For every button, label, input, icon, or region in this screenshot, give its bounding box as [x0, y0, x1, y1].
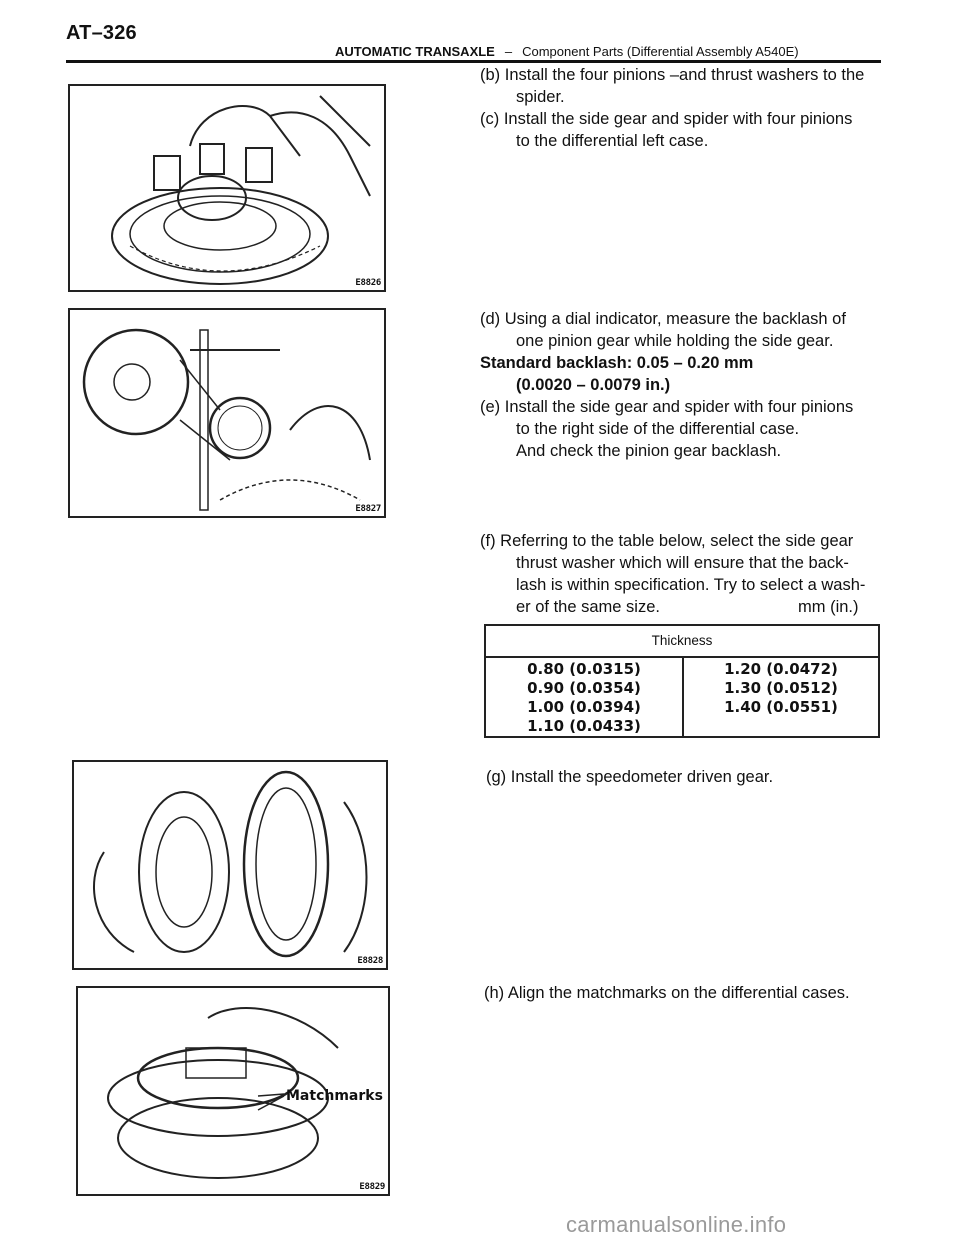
- header-separator: –: [504, 44, 513, 59]
- section-title: AUTOMATIC TRANSAXLE: [335, 44, 495, 59]
- step-f-text-cont: thrust washer which will ensure that the back-: [516, 554, 849, 572]
- standard-backlash-spec: [480, 352, 900, 396]
- table-cell: 1.20 (0.0472): [724, 660, 838, 678]
- step-d: [480, 308, 900, 352]
- step-d-text: (d) Using a dial indicator, measure the backlash of: [480, 310, 846, 328]
- watermark: carmanualsonline.info: [566, 1212, 787, 1237]
- thickness-table: [484, 624, 880, 738]
- table-cell: 1.30 (0.0512): [724, 679, 838, 697]
- step-b-text-cont: spider.: [516, 88, 565, 106]
- subsection-title: Component Parts (Differential Assembly A540E): [522, 44, 799, 59]
- running-header: [335, 44, 799, 59]
- table-unit: mm (in.): [798, 598, 859, 616]
- step-g: [486, 766, 906, 788]
- figure-code: E8828: [357, 956, 383, 966]
- spec-value-inch: (0.0020 – 0.0079 in.): [516, 376, 671, 394]
- step-f-text-cont3: er of the same size.: [516, 598, 660, 616]
- header-rule: [66, 60, 881, 63]
- table-header: Thickness: [486, 626, 878, 658]
- figure-code: E8826: [355, 278, 381, 288]
- figure-code: E8827: [355, 504, 381, 514]
- step-e-text-cont2: And check the pinion gear backlash.: [516, 442, 782, 460]
- pinion-spider-illustration: [70, 86, 384, 290]
- figure-code: E8829: [359, 1182, 385, 1192]
- dial-indicator-illustration: [70, 310, 384, 516]
- table-col-left: [486, 658, 684, 736]
- step-c: [480, 108, 900, 152]
- spec-value: Standard backlash: 0.05 – 0.20 mm: [480, 354, 754, 372]
- table-cell: 1.40 (0.0551): [724, 698, 838, 716]
- step-c-text-cont: to the differential left case.: [516, 132, 709, 150]
- step-e: [480, 396, 900, 462]
- table-cell: 1.10 (0.0433): [527, 717, 641, 735]
- step-g-text: (g) Install the speedometer driven gear.: [486, 768, 774, 786]
- step-h-text: (h) Align the matchmarks on the differential cases.: [484, 984, 850, 1002]
- figure-backlash-measure: [68, 308, 386, 518]
- page-number: AT–326: [66, 22, 137, 44]
- figure-pinion-install: [68, 84, 386, 292]
- step-f-text-cont2: lash is within specification. Try to select a wash-: [516, 576, 866, 594]
- step-f-text: (f) Referring to the table below, select the side gear: [480, 532, 854, 550]
- step-b-text: (b) Install the four pinions –and thrust washers to the: [480, 66, 865, 84]
- table-cell: 0.80 (0.0315): [527, 660, 641, 678]
- step-c-text: (c) Install the side gear and spider with four pinions: [480, 110, 853, 128]
- driven-gear-illustration: [74, 762, 386, 968]
- step-e-text: (e) Install the side gear and spider with four pinions: [480, 398, 854, 416]
- step-h: [484, 982, 904, 1004]
- table-col-right: [684, 658, 878, 736]
- figure-matchmarks: [76, 986, 390, 1196]
- step-b: [480, 64, 900, 108]
- table-cell: 0.90 (0.0354): [527, 679, 641, 697]
- table-cell: 1.00 (0.0394): [527, 698, 641, 716]
- step-e-text-cont: to the right side of the differential case.: [516, 420, 800, 438]
- matchmarks-callout: Matchmarks: [286, 1088, 383, 1104]
- step-d-text-cont: one pinion gear while holding the side gear.: [516, 332, 834, 350]
- figure-speedometer-gear: [72, 760, 388, 970]
